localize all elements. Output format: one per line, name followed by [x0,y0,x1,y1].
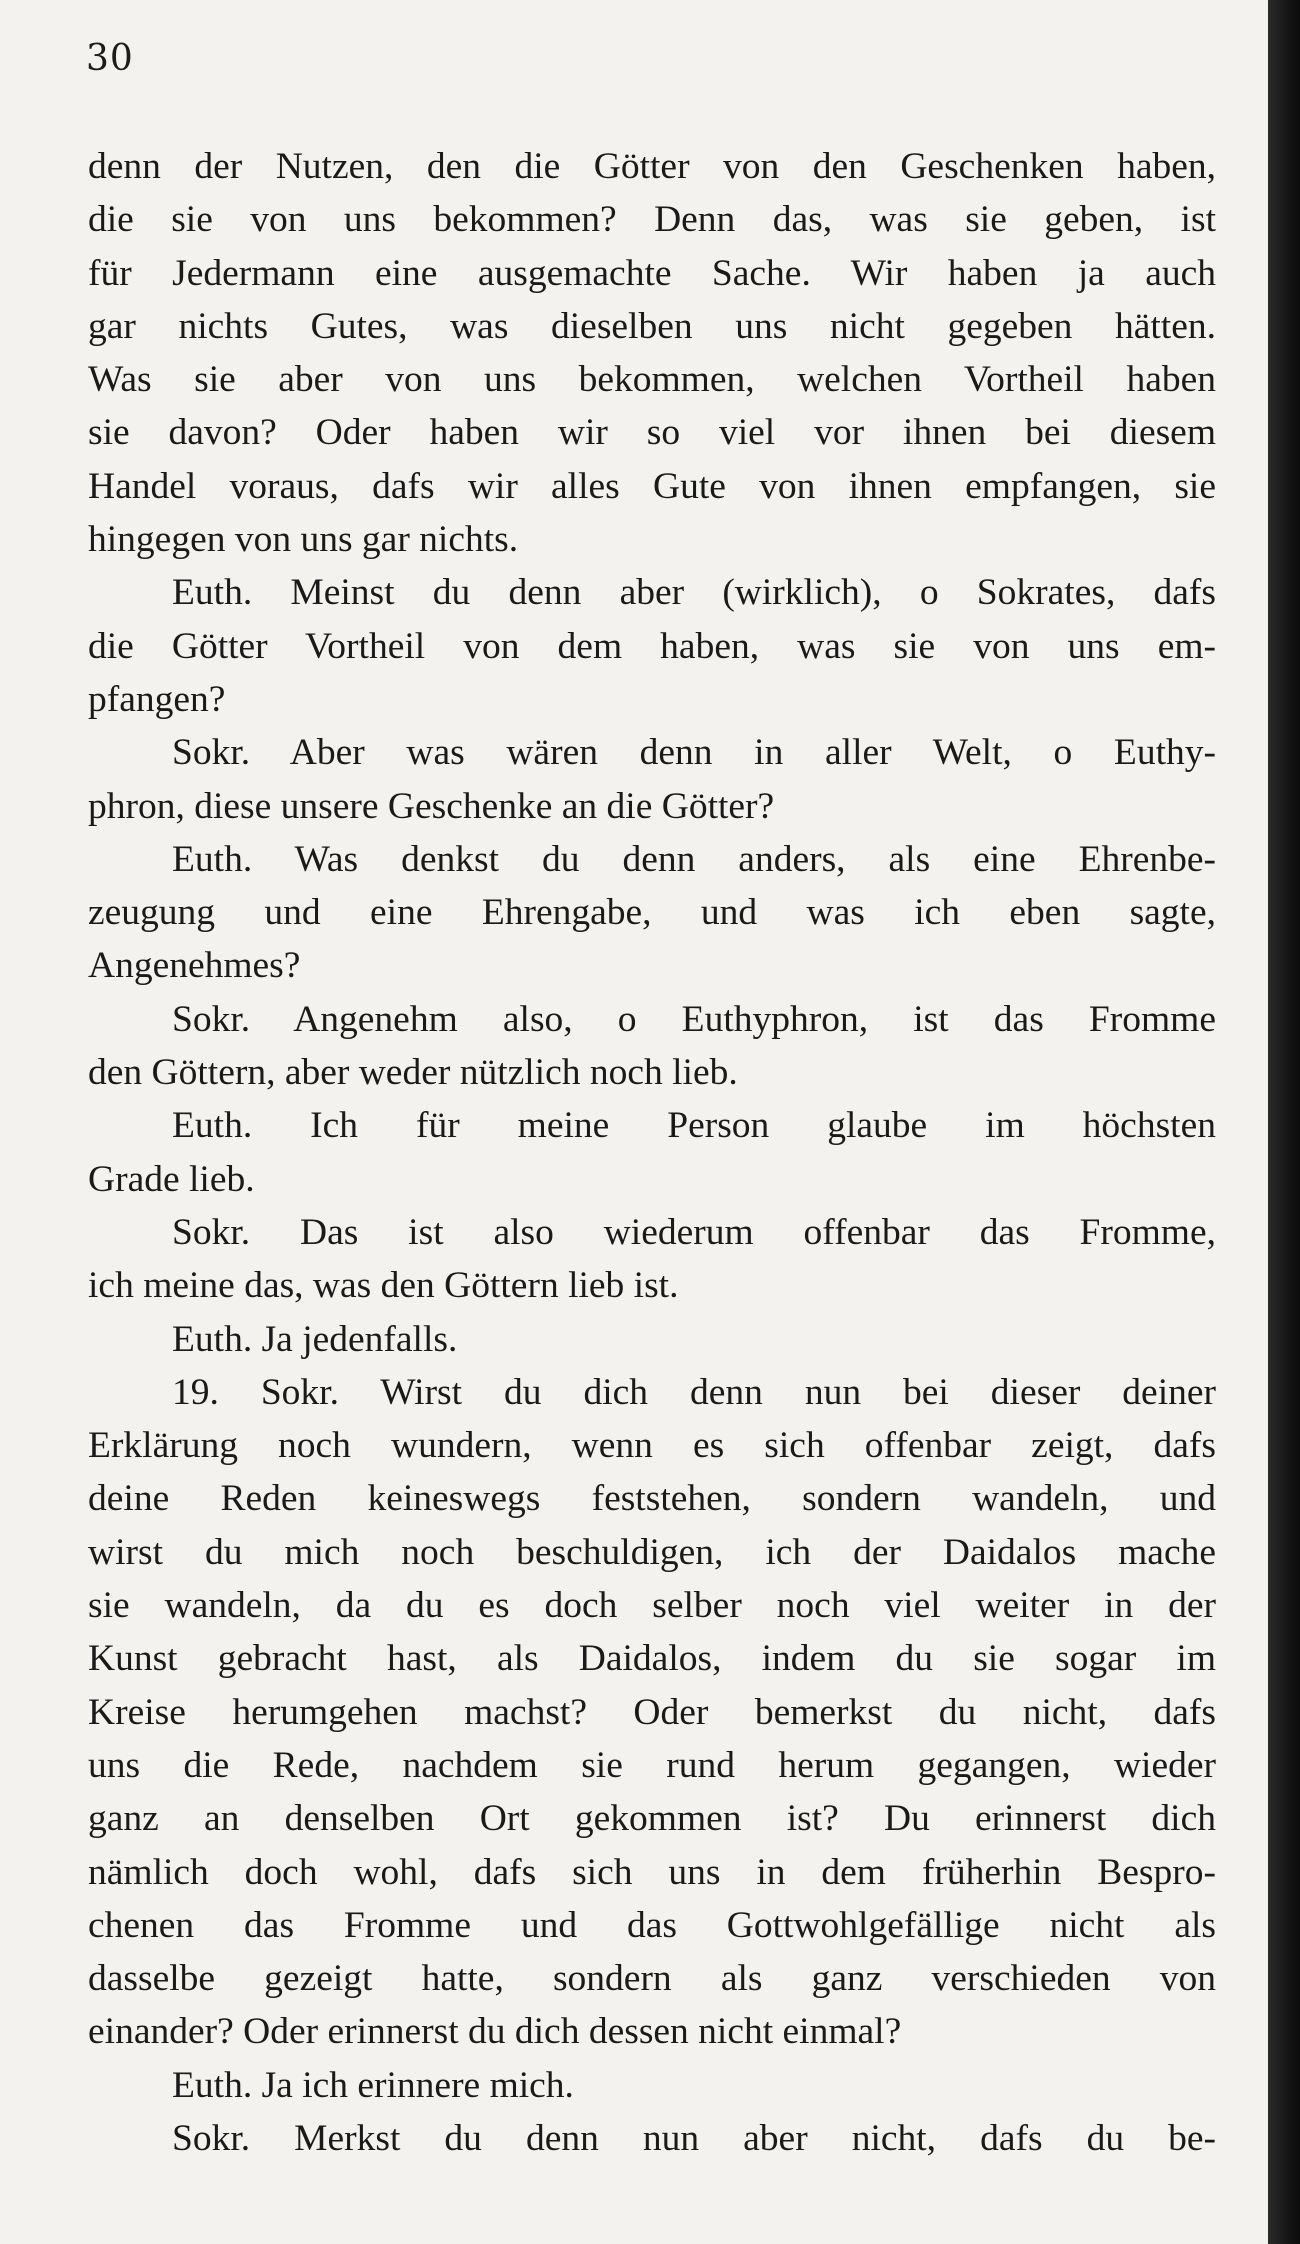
speaker-line: Euth. Meinst du denn aber (wirklich), o Sokrates, dafs [172,572,1216,614]
text-line: den Göttern, aber weder nützlich noch lieb. [88,1052,738,1094]
text-line: wirst du mich noch beschuldigen, ich der Daidalos mache [88,1531,1216,1573]
speaker-line: Euth. Was denkst du denn anders, als eine Ehrenbe- [172,838,1216,880]
text-line: Angenehmes? [88,945,301,987]
text-line: denn der Nutzen, den die Götter von den Geschenken haben, [88,146,1216,187]
speaker-line: Euth. Ja ich erinnere mich. [172,2064,574,2106]
text-line: ich meine das, was den Göttern lieb ist. [88,1265,679,1307]
speaker-line: Euth. Ja jedenfalls. [172,1318,458,1360]
text-line: Kreise herumgehen machst? Oder bemerkst du nicht, dafs [88,1691,1216,1733]
text-line: Handel voraus, dafs wir alles Gute von ihnen empfangen, sie [88,465,1216,507]
text-line: einander? Oder erinnerst du dich dessen nicht einmal? [88,2011,902,2053]
text-line: gar nichts Gutes, was dieselben uns nicht gegeben hätten. [88,305,1216,347]
page-text-block [88,140,1216,2165]
scan-edge [1268,0,1300,2244]
text-line: die sie von uns bekommen? Denn das, was sie geben, ist [88,199,1216,241]
speaker-line: Sokr. Merkst du denn nun aber nicht, dafs du be- [172,2117,1216,2159]
text-line: hingegen von uns gar nichts. [88,519,519,561]
text-line: deine Reden keineswegs feststehen, sondern wandeln, und [88,1478,1216,1520]
page-number: 30 [86,38,134,79]
text-line: sie davon? Oder haben wir so viel vor ihnen bei diesem [88,412,1216,454]
text-line: die Götter Vortheil von dem haben, was sie von uns em- [88,625,1216,667]
text-line: ganz an denselben Ort gekommen ist? Du erinnerst dich [88,1798,1216,1840]
speaker-line: Euth. Ich für meine Person glaube im höchsten [172,1105,1216,1147]
text-line: Grade lieb. [88,1158,255,1200]
section-start-line: 19. Sokr. Wirst du dich denn nun bei dieser deiner [172,1371,1216,1413]
text-line: Was sie aber von uns bekommen, welchen Vortheil haben [88,359,1216,401]
text-line: nämlich doch wohl, dafs sich uns in dem früherhin Bespro- [88,1851,1216,1893]
text-line: pfangen? [88,678,226,720]
speaker-line: Sokr. Aber was wären denn in aller Welt, o Euthy- [172,732,1216,774]
text-line: sie wandeln, da du es doch selber noch viel weiter in der [88,1585,1216,1627]
text-line: Kunst gebracht hast, als Daidalos, indem du sie sogar im [88,1638,1216,1680]
text-line: für Jedermann eine ausgemachte Sache. Wir haben ja auch [88,252,1216,294]
text-line: Erklärung noch wundern, wenn es sich offenbar zeigt, dafs [88,1425,1216,1467]
text-line: uns die Rede, nachdem sie rund herum gegangen, wieder [88,1744,1216,1786]
text-line: dasselbe gezeigt hatte, sondern als ganz verschieden von [88,1958,1216,2000]
text-line: chenen das Fromme und das Gottwohlgefällige nicht als [88,1904,1216,1946]
speaker-line: Sokr. Angenehm also, o Euthyphron, ist das Fromme [172,998,1216,1040]
text-line: phron, diese unsere Geschenke an die Götter? [88,785,775,827]
text-line: zeugung und eine Ehrengabe, und was ich eben sagte, [88,892,1216,934]
speaker-line: Sokr. Das ist also wiederum offenbar das Fromme, [172,1211,1216,1253]
